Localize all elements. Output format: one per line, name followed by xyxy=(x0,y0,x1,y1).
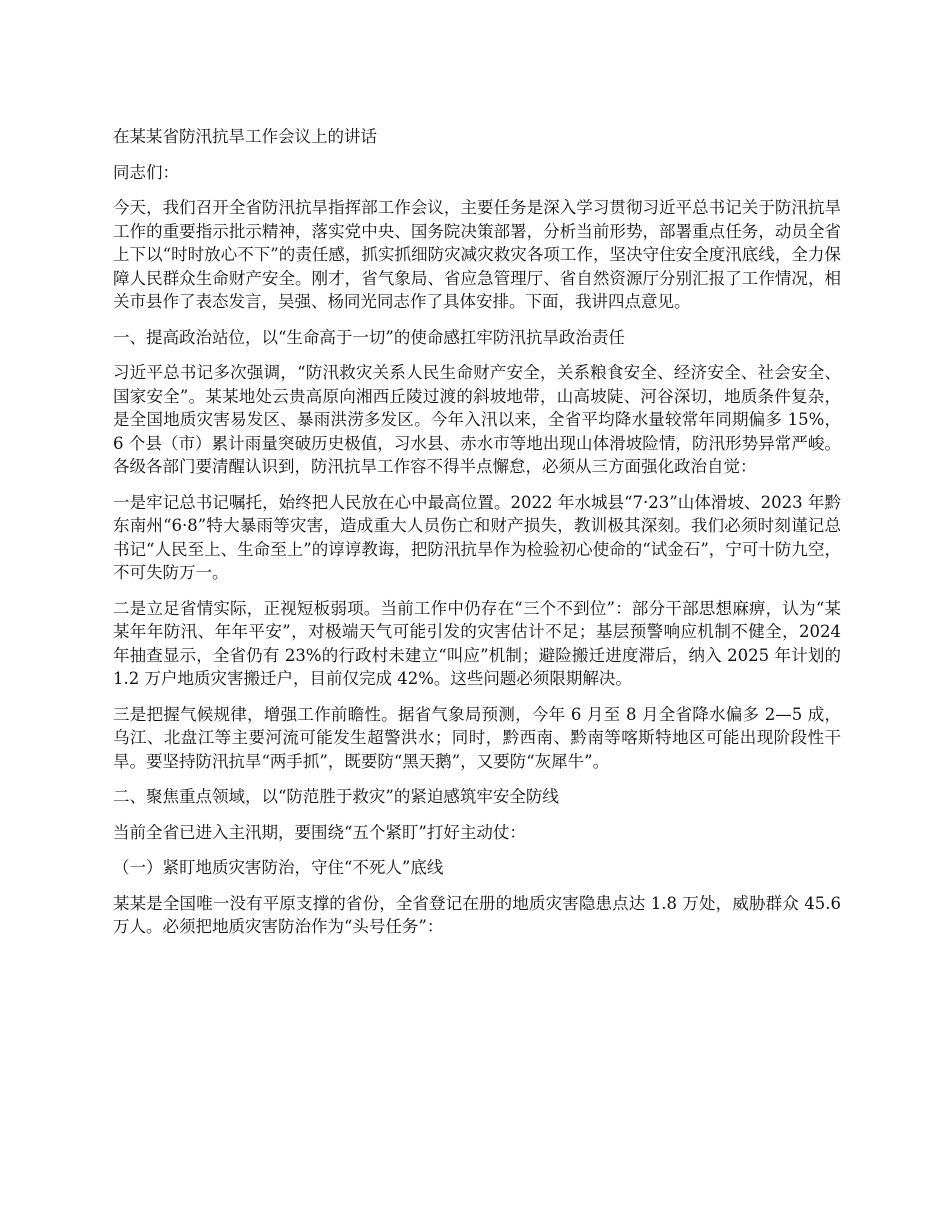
paragraph-five-focus: 当前全省已进入主汛期，要围绕“五个紧盯”打好主动仗： xyxy=(113,822,526,842)
paragraph-geohazard: 某某是全国唯一没有平原支撑的省份，全省登记在册的地质灾害隐患点达 1.8 万处，威胁群众 45.6 万人。必须把地质灾害防治作为“头号任务”： xyxy=(113,893,841,936)
paragraph-point-2: 二是立足省情实际，正视短板弱项。当前工作中仍存在“三个不到位”：部分干部思想麻痹，认为“某某年年防汛、年年平安”，对极端天气可能引发的灾害估计不足；基层预警响应机制不健全，2024 年抽查显示，全省仍有 23%的行政村未建立“叫应”机制；避险搬迁进度滞后，纳入 2025 年计划的 1.2 万户地质灾害搬迁户，目前仅完成 42%。这些问题必须限期解决。 xyxy=(113,598,841,688)
section-heading-1: 一、提高政治站位，以“生命高于一切”的使命感扛牢防汛抗旱政治责任 xyxy=(113,327,625,347)
section-heading-2: 二、聚焦重点领域，以“防范胜于救灾”的紧迫感筑牢安全防线 xyxy=(113,787,559,806)
subsection-heading-1: （一）紧盯地质灾害防治，守住“不死人”底线 xyxy=(113,858,444,877)
document-title: 在某某省防汛抗旱工作会议上的讲话 xyxy=(113,127,377,146)
paragraph-intro: 今天，我们召开全省防汛抗旱指挥部工作会议，主要任务是深入学习贯彻习近平总书记关于防汛抗旱工作的重要指示批示精神，落实党中央、国务院决策部署，分析当前形势，部署重点任务，动员全省上下以“时时放心不下”的责任感，抓实抓细防灾减灾救灾各项工作，坚决守住安全度汛底线，全力保障人民群众生命财产安全。刚才，省气象局、省应急管理厅、省自然资源厅分别汇报了工作情况，相关市县作了表态发言，吴强、杨同光同志作了具体安排。下面，我讲四点意见。 xyxy=(113,198,841,311)
document-body xyxy=(113,125,841,951)
paragraph-situation: 习近平总书记多次强调，“防汛救灾关系人民生命财产安全，关系粮食安全、经济安全、社会安全、国家安全”。某某地处云贵高原向湘西丘陵过渡的斜坡地带，山高坡陡、河谷深切，地质条件复杂，是全国地质灾害易发区、暴雨洪涝多发区。今年入汛以来，全省平均降水量较常年同期偏多 15%，6 个县（市）累计雨量突破历史极值，习水县、赤水市等地出现山体滑坡险情，防汛形势异常严峻。各级各部门要清醒认识到，防汛抗旱工作容不得半点懈怠，必须从三方面强化政治自觉： xyxy=(113,363,841,476)
salutation: 同志们： xyxy=(113,162,179,182)
paragraph-point-3: 三是把握气候规律，增强工作前瞻性。据省气象局预测，今年 6 月至 8 月全省降水偏多 2—5 成，乌江、北盘江等主要河流可能发生超警洪水；同时，黔西南、黔南等喀斯特地区可能出现阶段性干旱。要坚持防汛抗旱“两手抓”，既要防“黑天鹅”，又要防“灰犀牛”。 xyxy=(113,704,841,771)
paragraph-point-1: 一是牢记总书记嘱托，始终把人民放在心中最高位置。2022 年水城县“7·23”山体滑坡、2023 年黔东南州“6·8”特大暴雨等灾害，造成重大人员伤亡和财产损失，教训极其深刻。我们必须时刻谨记总书记“人民至上、生命至上”的谆谆教诲，把防汛抗旱作为检验初心使命的“试金石”，宁可十防九空，不可失防万一。 xyxy=(113,492,841,582)
